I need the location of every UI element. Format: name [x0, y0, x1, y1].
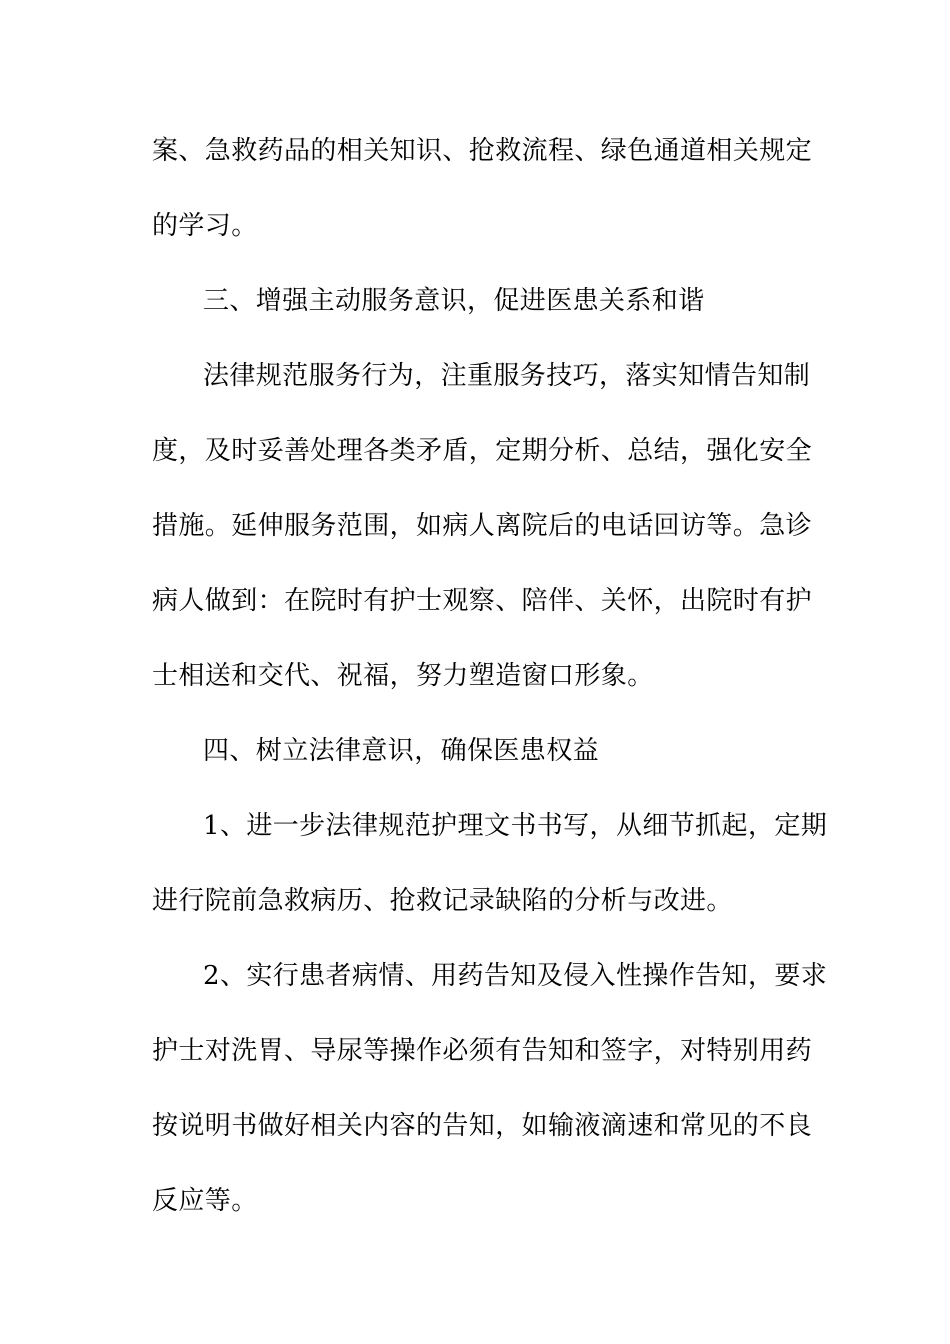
- paragraph-line: 2、实行患者病情、用药告知及侵入性操作告知，要求: [203, 961, 828, 991]
- paragraph-line: 度，及时妥善处理各类矛盾，定期分析、总结，强化安全: [152, 436, 813, 466]
- section-heading: 三、增强主动服务意识，促进医患关系和谐: [203, 286, 705, 316]
- paragraph-line: 进行院前急救病历、抢救记录缺陷的分析与改进。: [152, 886, 733, 916]
- paragraph-line: 的学习。: [152, 211, 258, 241]
- paragraph-line: 病人做到：在院时有护士观察、陪伴、关怀，出院时有护: [152, 586, 813, 616]
- paragraph-line: 1、进一步法律规范护理文书书写，从细节抓起，定期: [203, 811, 828, 841]
- paragraph-line: 法律规范服务行为，注重服务技巧，落实知情告知制: [203, 361, 811, 391]
- paragraph-line: 按说明书做好相关内容的告知，如输液滴速和常见的不良: [152, 1111, 813, 1141]
- section-heading: 四、树立法律意识，确保医患权益: [203, 736, 600, 766]
- paragraph-line: 案、急救药品的相关知识、抢救流程、绿色通道相关规定: [152, 136, 813, 166]
- paragraph-line: 反应等。: [152, 1186, 258, 1216]
- paragraph-line: 士相送和交代、祝福，努力塑造窗口形象。: [152, 661, 654, 691]
- paragraph-line: 措施。延伸服务范围，如病人离院后的电话回访等。急诊: [152, 511, 813, 541]
- paragraph-line: 护士对洗胃、导尿等操作必须有告知和签字，对特别用药: [152, 1036, 813, 1066]
